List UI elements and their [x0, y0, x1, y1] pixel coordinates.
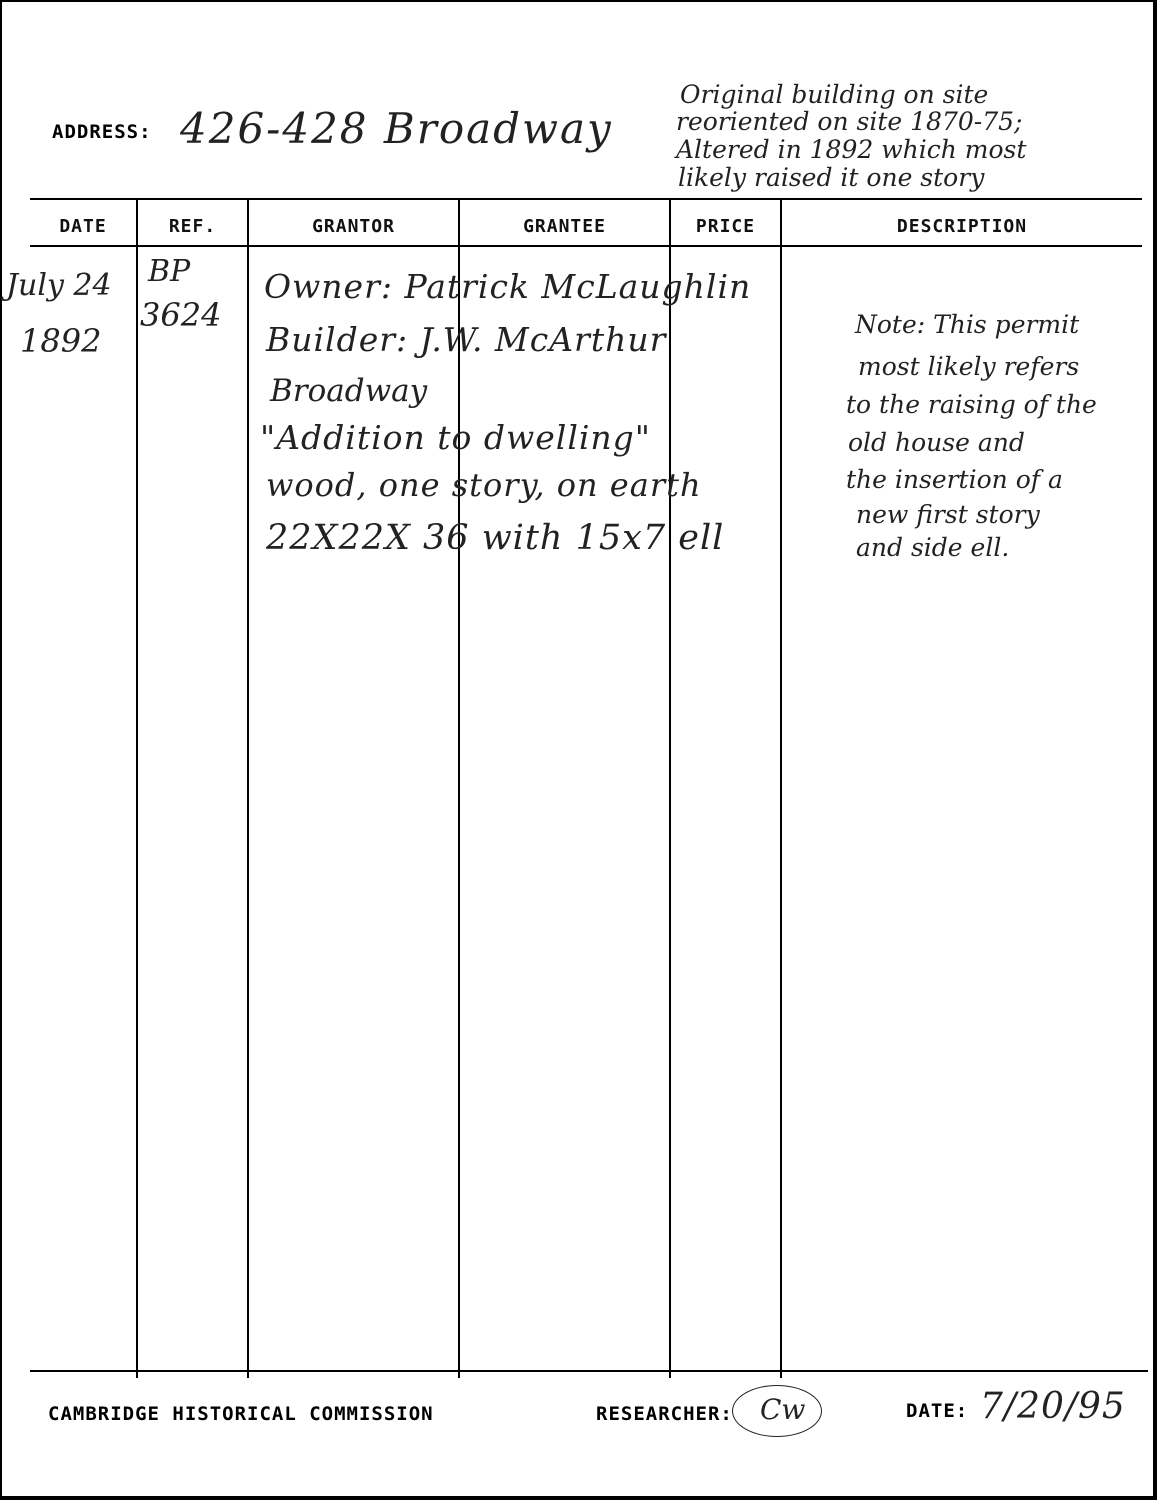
page-border-left: [0, 0, 2, 1500]
column-header-grantee: GRANTEE: [523, 215, 606, 237]
description-line-3: to the raising of the: [846, 390, 1097, 419]
page-border-right: [1153, 0, 1157, 1500]
column-header-price: PRICE: [695, 215, 756, 237]
column-divider-5: [780, 198, 782, 1378]
entry-construction: wood, one story, on earth: [266, 466, 702, 504]
entry-owner: Owner: Patrick McLaughlin: [264, 267, 752, 306]
date-label: DATE:: [906, 1400, 969, 1422]
column-header-ref: REF.: [168, 215, 217, 237]
column-divider-3: [458, 198, 460, 1378]
description-line-4: old house and: [848, 428, 1025, 457]
column-divider-2: [247, 198, 249, 1378]
address-note-line-2: reoriented on site 1870-75;: [676, 107, 1023, 136]
researcher-initials: Cw: [760, 1393, 806, 1426]
description-line-2: most likely refers: [858, 352, 1080, 381]
entry-builder: Builder: J.W. McArthur: [266, 320, 667, 359]
entry-ref-line-1: BP: [148, 254, 191, 289]
entry-date-line-2: 1892: [20, 322, 102, 360]
entry-date-line-1: July 24: [6, 268, 112, 303]
column-header-description: DESCRIPTION: [896, 215, 1028, 237]
address-note-line-4: likely raised it one story: [678, 163, 985, 192]
date-value: 7/20/95: [980, 1386, 1126, 1427]
entry-dimensions: 22X22X 36 with 15x7 ell: [266, 518, 725, 558]
entry-work-type: "Addition to dwelling": [260, 418, 651, 457]
column-divider-1: [136, 198, 138, 1378]
table-bottom-rule: [30, 1370, 1148, 1372]
commission-name: CAMBRIDGE HISTORICAL COMMISSION: [48, 1403, 434, 1425]
description-line-1: Note: This permit: [855, 310, 1080, 339]
address-label: ADDRESS:: [52, 121, 152, 143]
header-bottom-rule: [30, 245, 1142, 247]
entry-location: Broadway: [270, 373, 428, 409]
researcher-label: RESEARCHER:: [596, 1403, 733, 1425]
column-header-date: DATE: [59, 215, 107, 237]
address-note-line-1: Original building on site: [680, 80, 989, 109]
description-line-7: and side ell.: [856, 533, 1010, 562]
address-note-line-3: Altered in 1892 which most: [676, 135, 1027, 164]
address-value: 426-428 Broadway: [180, 104, 613, 153]
table-top-rule: [30, 198, 1142, 200]
description-line-6: new first story: [856, 500, 1040, 529]
column-divider-4: [669, 198, 671, 1378]
page-border-bottom: [0, 1496, 1157, 1500]
description-line-5: the insertion of a: [846, 465, 1063, 494]
column-header-grantor: GRANTOR: [312, 215, 395, 237]
entry-ref-line-2: 3624: [140, 296, 222, 334]
page-border-top: [0, 0, 1157, 2]
